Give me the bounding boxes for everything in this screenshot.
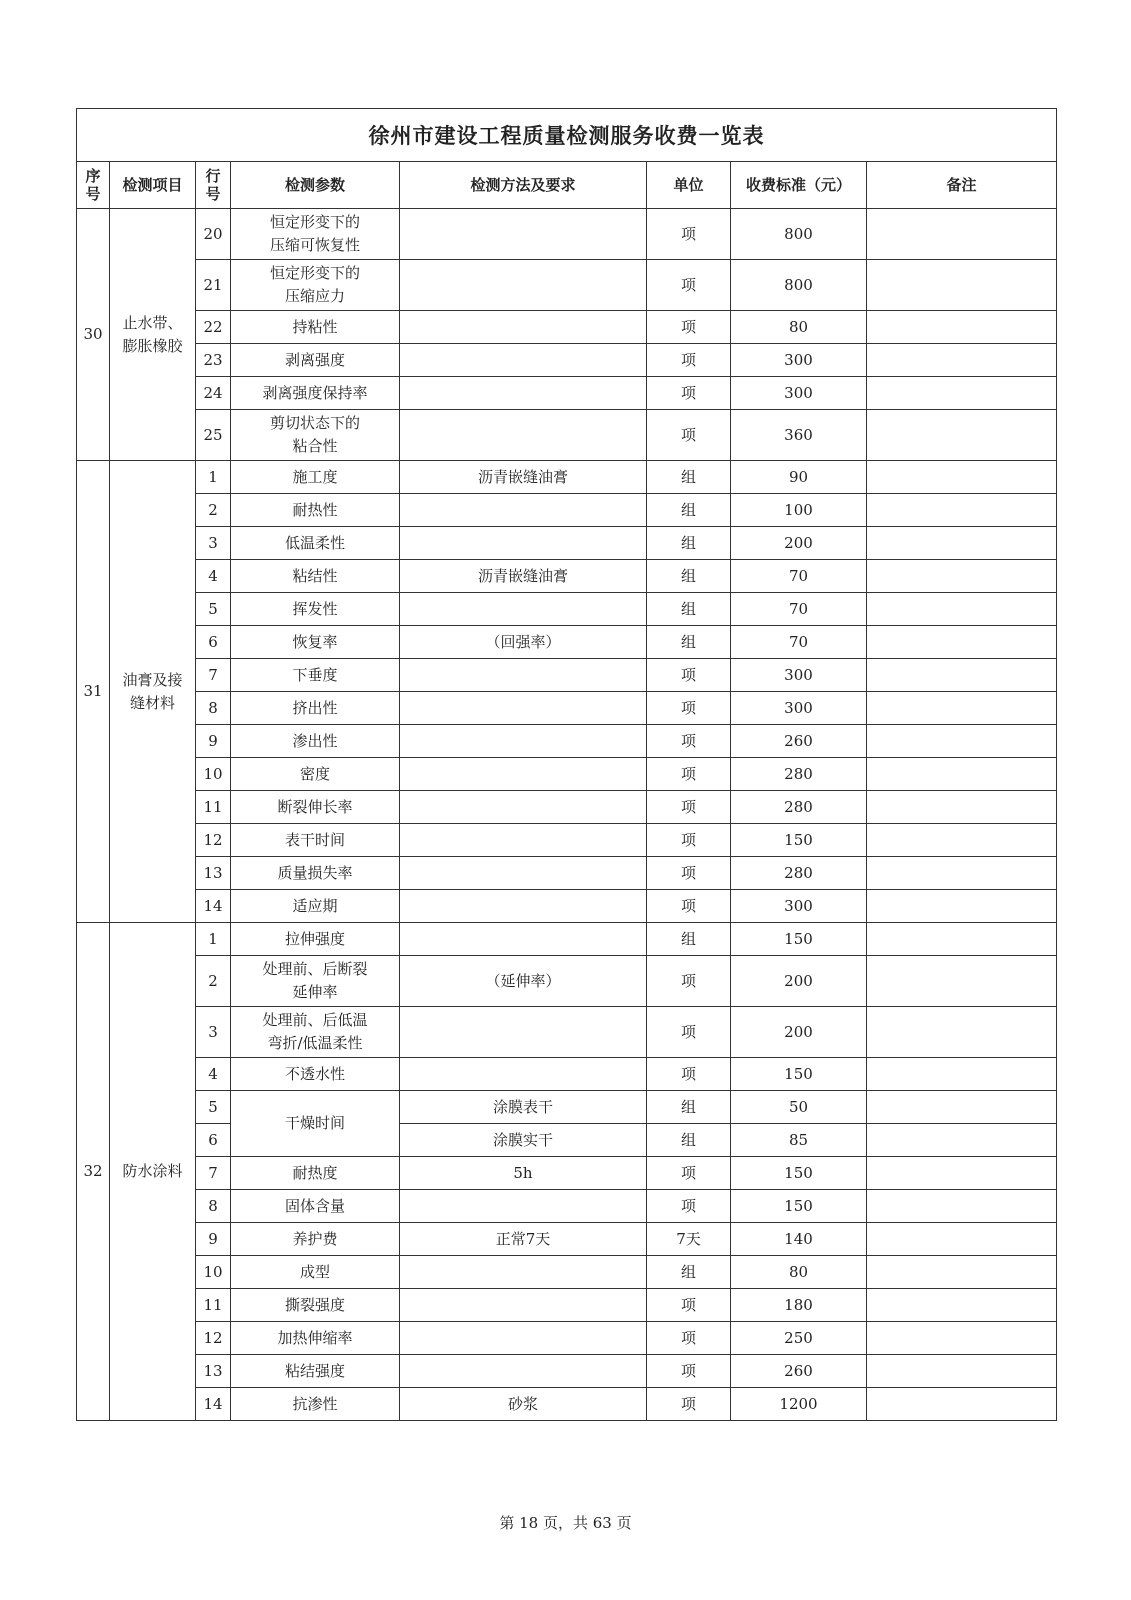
remark-cell <box>867 494 1057 527</box>
method-cell <box>400 1190 647 1223</box>
method-cell <box>400 1322 647 1355</box>
remark-cell <box>867 659 1057 692</box>
param-cell: 适应期 <box>231 890 400 923</box>
param-cell: 剪切状态下的 粘合性 <box>231 410 400 461</box>
row-number: 10 <box>196 1256 231 1289</box>
param-cell: 恢复率 <box>231 626 400 659</box>
remark-cell <box>867 1190 1057 1223</box>
remark-cell <box>867 1223 1057 1256</box>
param-cell: 耐热度 <box>231 1157 400 1190</box>
row-number: 1 <box>196 461 231 494</box>
fee-cell: 300 <box>731 377 867 410</box>
param-cell: 下垂度 <box>231 659 400 692</box>
param-cell: 质量损失率 <box>231 857 400 890</box>
fee-cell: 70 <box>731 626 867 659</box>
header-seq: 序 号 <box>77 162 110 209</box>
row-number: 11 <box>196 791 231 824</box>
row-number: 12 <box>196 824 231 857</box>
method-cell <box>400 209 647 260</box>
unit-cell: 项 <box>647 344 731 377</box>
row-number: 9 <box>196 1223 231 1256</box>
row-number: 4 <box>196 1058 231 1091</box>
fee-cell: 50 <box>731 1091 867 1124</box>
table-row <box>77 1058 1057 1091</box>
table-row <box>77 758 1057 791</box>
remark-cell <box>867 725 1057 758</box>
fee-cell: 100 <box>731 494 867 527</box>
table-row <box>77 1223 1057 1256</box>
unit-cell: 项 <box>647 956 731 1007</box>
remark-cell <box>867 410 1057 461</box>
page-footer: 第 18 页，共 63 页 <box>499 1514 632 1532</box>
unit-cell: 组 <box>647 461 731 494</box>
fee-cell: 140 <box>731 1223 867 1256</box>
remark-cell <box>867 1256 1057 1289</box>
row-number: 6 <box>196 626 231 659</box>
method-cell <box>400 344 647 377</box>
method-cell: 正常7天 <box>400 1223 647 1256</box>
row-number: 10 <box>196 758 231 791</box>
param-cell: 养护费 <box>231 1223 400 1256</box>
group-item: 防水涂料 <box>110 923 196 1421</box>
table-row <box>77 1256 1057 1289</box>
table-row <box>77 410 1057 461</box>
remark-cell <box>867 956 1057 1007</box>
group-item: 油膏及接 缝材料 <box>110 461 196 923</box>
row-number: 1 <box>196 923 231 956</box>
param-cell: 断裂伸长率 <box>231 791 400 824</box>
table-row <box>77 1091 1057 1124</box>
method-cell <box>400 857 647 890</box>
remark-cell <box>867 1322 1057 1355</box>
method-cell: 涂膜表干 <box>400 1091 647 1124</box>
unit-cell: 项 <box>647 1007 731 1058</box>
param-cell: 粘结性 <box>231 560 400 593</box>
fee-cell: 800 <box>731 260 867 311</box>
row-number: 5 <box>196 1091 231 1124</box>
table-row <box>77 1289 1057 1322</box>
table-row <box>77 692 1057 725</box>
table-row <box>77 209 1057 260</box>
param-cell: 粘结强度 <box>231 1355 400 1388</box>
row-number: 12 <box>196 1322 231 1355</box>
fee-cell: 300 <box>731 659 867 692</box>
table-row <box>77 923 1057 956</box>
fee-cell: 90 <box>731 461 867 494</box>
method-cell <box>400 659 647 692</box>
unit-cell: 7天 <box>647 1223 731 1256</box>
method-cell: 沥青嵌缝油膏 <box>400 461 647 494</box>
unit-cell: 组 <box>647 560 731 593</box>
row-number: 11 <box>196 1289 231 1322</box>
row-number: 14 <box>196 890 231 923</box>
table-title-row <box>77 109 1057 162</box>
fee-cell: 150 <box>731 1058 867 1091</box>
param-cell: 低温柔性 <box>231 527 400 560</box>
row-number: 8 <box>196 1190 231 1223</box>
row-number: 14 <box>196 1388 231 1421</box>
row-number: 8 <box>196 692 231 725</box>
table-row <box>77 461 1057 494</box>
header-row-no: 行 号 <box>196 162 231 209</box>
method-cell <box>400 824 647 857</box>
row-number: 21 <box>196 260 231 311</box>
method-cell <box>400 1007 647 1058</box>
remark-cell <box>867 1058 1057 1091</box>
remark-cell <box>867 1289 1057 1322</box>
method-cell <box>400 527 647 560</box>
param-cell: 撕裂强度 <box>231 1289 400 1322</box>
fee-cell: 180 <box>731 1289 867 1322</box>
method-cell <box>400 494 647 527</box>
unit-cell: 项 <box>647 410 731 461</box>
remark-cell <box>867 692 1057 725</box>
table-row <box>77 890 1057 923</box>
unit-cell: 项 <box>647 659 731 692</box>
method-cell: 涂膜实干 <box>400 1124 647 1157</box>
row-number: 7 <box>196 659 231 692</box>
fee-cell: 150 <box>731 824 867 857</box>
method-cell <box>400 377 647 410</box>
unit-cell: 项 <box>647 1157 731 1190</box>
fee-cell: 85 <box>731 1124 867 1157</box>
fee-cell: 150 <box>731 1157 867 1190</box>
unit-cell: 项 <box>647 758 731 791</box>
row-number: 2 <box>196 956 231 1007</box>
fee-cell: 260 <box>731 1355 867 1388</box>
fee-cell: 260 <box>731 725 867 758</box>
group-seq: 30 <box>77 209 110 461</box>
fee-cell: 150 <box>731 923 867 956</box>
unit-cell: 项 <box>647 1190 731 1223</box>
param-cell: 处理前、后低温 弯折/低温柔性 <box>231 1007 400 1058</box>
remark-cell <box>867 758 1057 791</box>
param-cell: 施工度 <box>231 461 400 494</box>
unit-cell: 项 <box>647 791 731 824</box>
unit-cell: 项 <box>647 1289 731 1322</box>
method-cell <box>400 1256 647 1289</box>
remark-cell <box>867 560 1057 593</box>
remark-cell <box>867 824 1057 857</box>
param-cell: 恒定形变下的 压缩可恢复性 <box>231 209 400 260</box>
remark-cell <box>867 1355 1057 1388</box>
header-remark: 备注 <box>867 162 1057 209</box>
table-row <box>77 494 1057 527</box>
remark-cell <box>867 311 1057 344</box>
fee-cell: 360 <box>731 410 867 461</box>
param-cell: 固体含量 <box>231 1190 400 1223</box>
param-cell: 持粘性 <box>231 311 400 344</box>
row-number: 22 <box>196 311 231 344</box>
row-number: 3 <box>196 527 231 560</box>
unit-cell: 组 <box>647 626 731 659</box>
method-cell <box>400 692 647 725</box>
group-item: 止水带、 膨胀橡胶 <box>110 209 196 461</box>
row-number: 25 <box>196 410 231 461</box>
row-number: 4 <box>196 560 231 593</box>
param-cell: 密度 <box>231 758 400 791</box>
method-cell <box>400 260 647 311</box>
row-number: 7 <box>196 1157 231 1190</box>
remark-cell <box>867 923 1057 956</box>
unit-cell: 项 <box>647 857 731 890</box>
table-row <box>77 311 1057 344</box>
row-number: 9 <box>196 725 231 758</box>
remark-cell <box>867 857 1057 890</box>
unit-cell: 项 <box>647 1322 731 1355</box>
unit-cell: 组 <box>647 494 731 527</box>
remark-cell <box>867 260 1057 311</box>
remark-cell <box>867 791 1057 824</box>
fee-cell: 200 <box>731 527 867 560</box>
fee-cell: 250 <box>731 1322 867 1355</box>
row-number: 13 <box>196 1355 231 1388</box>
remark-cell <box>867 626 1057 659</box>
method-cell: 5h <box>400 1157 647 1190</box>
unit-cell: 项 <box>647 1355 731 1388</box>
row-number: 2 <box>196 494 231 527</box>
table-row <box>77 560 1057 593</box>
fee-cell: 150 <box>731 1190 867 1223</box>
fee-cell: 280 <box>731 857 867 890</box>
fee-cell: 200 <box>731 1007 867 1058</box>
table-row <box>77 1157 1057 1190</box>
param-cell: 干燥时间 <box>231 1091 400 1157</box>
param-cell: 渗出性 <box>231 725 400 758</box>
param-cell: 剥离强度 <box>231 344 400 377</box>
method-cell <box>400 758 647 791</box>
fee-cell: 1200 <box>731 1388 867 1421</box>
param-cell: 成型 <box>231 1256 400 1289</box>
remark-cell <box>867 1157 1057 1190</box>
method-cell <box>400 890 647 923</box>
unit-cell: 项 <box>647 725 731 758</box>
row-number: 6 <box>196 1124 231 1157</box>
unit-cell: 项 <box>647 692 731 725</box>
unit-cell: 项 <box>647 311 731 344</box>
unit-cell: 项 <box>647 1058 731 1091</box>
method-cell <box>400 923 647 956</box>
fee-cell: 70 <box>731 593 867 626</box>
row-number: 5 <box>196 593 231 626</box>
fee-cell: 800 <box>731 209 867 260</box>
table-row <box>77 857 1057 890</box>
param-cell: 挤出性 <box>231 692 400 725</box>
table-row <box>77 527 1057 560</box>
remark-cell <box>867 1091 1057 1124</box>
table-row <box>77 824 1057 857</box>
method-cell <box>400 593 647 626</box>
unit-cell: 项 <box>647 209 731 260</box>
param-cell: 恒定形变下的 压缩应力 <box>231 260 400 311</box>
fee-table <box>76 108 1057 1421</box>
method-cell: 砂浆 <box>400 1388 647 1421</box>
param-cell: 抗渗性 <box>231 1388 400 1421</box>
header-param: 检测参数 <box>231 162 400 209</box>
table-row <box>77 791 1057 824</box>
row-number: 24 <box>196 377 231 410</box>
unit-cell: 组 <box>647 1256 731 1289</box>
unit-cell: 项 <box>647 260 731 311</box>
method-cell <box>400 1058 647 1091</box>
param-cell: 加热伸缩率 <box>231 1322 400 1355</box>
method-cell: （延伸率） <box>400 956 647 1007</box>
table-row <box>77 260 1057 311</box>
unit-cell: 组 <box>647 593 731 626</box>
table-row <box>77 659 1057 692</box>
fee-cell: 300 <box>731 692 867 725</box>
table-row <box>77 626 1057 659</box>
table-title: 徐州市建设工程质量检测服务收费一览表 <box>77 109 1057 162</box>
table-row <box>77 377 1057 410</box>
remark-cell <box>867 890 1057 923</box>
remark-cell <box>867 1388 1057 1421</box>
table-row <box>77 344 1057 377</box>
header-fee: 收费标准（元） <box>731 162 867 209</box>
table-row <box>77 1355 1057 1388</box>
remark-cell <box>867 209 1057 260</box>
unit-cell: 组 <box>647 923 731 956</box>
remark-cell <box>867 344 1057 377</box>
header-unit: 单位 <box>647 162 731 209</box>
fee-cell: 280 <box>731 791 867 824</box>
method-cell <box>400 791 647 824</box>
remark-cell <box>867 1124 1057 1157</box>
fee-cell: 80 <box>731 311 867 344</box>
group-seq: 31 <box>77 461 110 923</box>
fee-cell: 70 <box>731 560 867 593</box>
unit-cell: 项 <box>647 377 731 410</box>
row-number: 20 <box>196 209 231 260</box>
row-number: 23 <box>196 344 231 377</box>
fee-cell: 300 <box>731 344 867 377</box>
method-cell <box>400 725 647 758</box>
method-cell <box>400 1289 647 1322</box>
table-row <box>77 956 1057 1007</box>
param-cell: 拉伸强度 <box>231 923 400 956</box>
table-row <box>77 1007 1057 1058</box>
method-cell <box>400 410 647 461</box>
method-cell <box>400 311 647 344</box>
param-cell: 挥发性 <box>231 593 400 626</box>
header-item: 检测项目 <box>110 162 196 209</box>
table-row <box>77 1388 1057 1421</box>
row-number: 13 <box>196 857 231 890</box>
table-row <box>77 1322 1057 1355</box>
table-row <box>77 1124 1057 1157</box>
unit-cell: 组 <box>647 1091 731 1124</box>
fee-cell: 200 <box>731 956 867 1007</box>
row-number: 3 <box>196 1007 231 1058</box>
group-seq: 32 <box>77 923 110 1421</box>
method-cell: （回强率） <box>400 626 647 659</box>
fee-cell: 300 <box>731 890 867 923</box>
fee-cell: 80 <box>731 1256 867 1289</box>
remark-cell <box>867 1007 1057 1058</box>
param-cell: 耐热性 <box>231 494 400 527</box>
unit-cell: 组 <box>647 527 731 560</box>
table-row <box>77 593 1057 626</box>
unit-cell: 项 <box>647 824 731 857</box>
unit-cell: 项 <box>647 890 731 923</box>
param-cell: 不透水性 <box>231 1058 400 1091</box>
unit-cell: 项 <box>647 1388 731 1421</box>
method-cell <box>400 1355 647 1388</box>
table-header-row <box>77 162 1057 209</box>
param-cell: 表干时间 <box>231 824 400 857</box>
header-method: 检测方法及要求 <box>400 162 647 209</box>
param-cell: 处理前、后断裂 延伸率 <box>231 956 400 1007</box>
remark-cell <box>867 377 1057 410</box>
remark-cell <box>867 461 1057 494</box>
remark-cell <box>867 527 1057 560</box>
fee-cell: 280 <box>731 758 867 791</box>
param-cell: 剥离强度保持率 <box>231 377 400 410</box>
method-cell: 沥青嵌缝油膏 <box>400 560 647 593</box>
remark-cell <box>867 593 1057 626</box>
table-row <box>77 1190 1057 1223</box>
table-row <box>77 725 1057 758</box>
unit-cell: 组 <box>647 1124 731 1157</box>
